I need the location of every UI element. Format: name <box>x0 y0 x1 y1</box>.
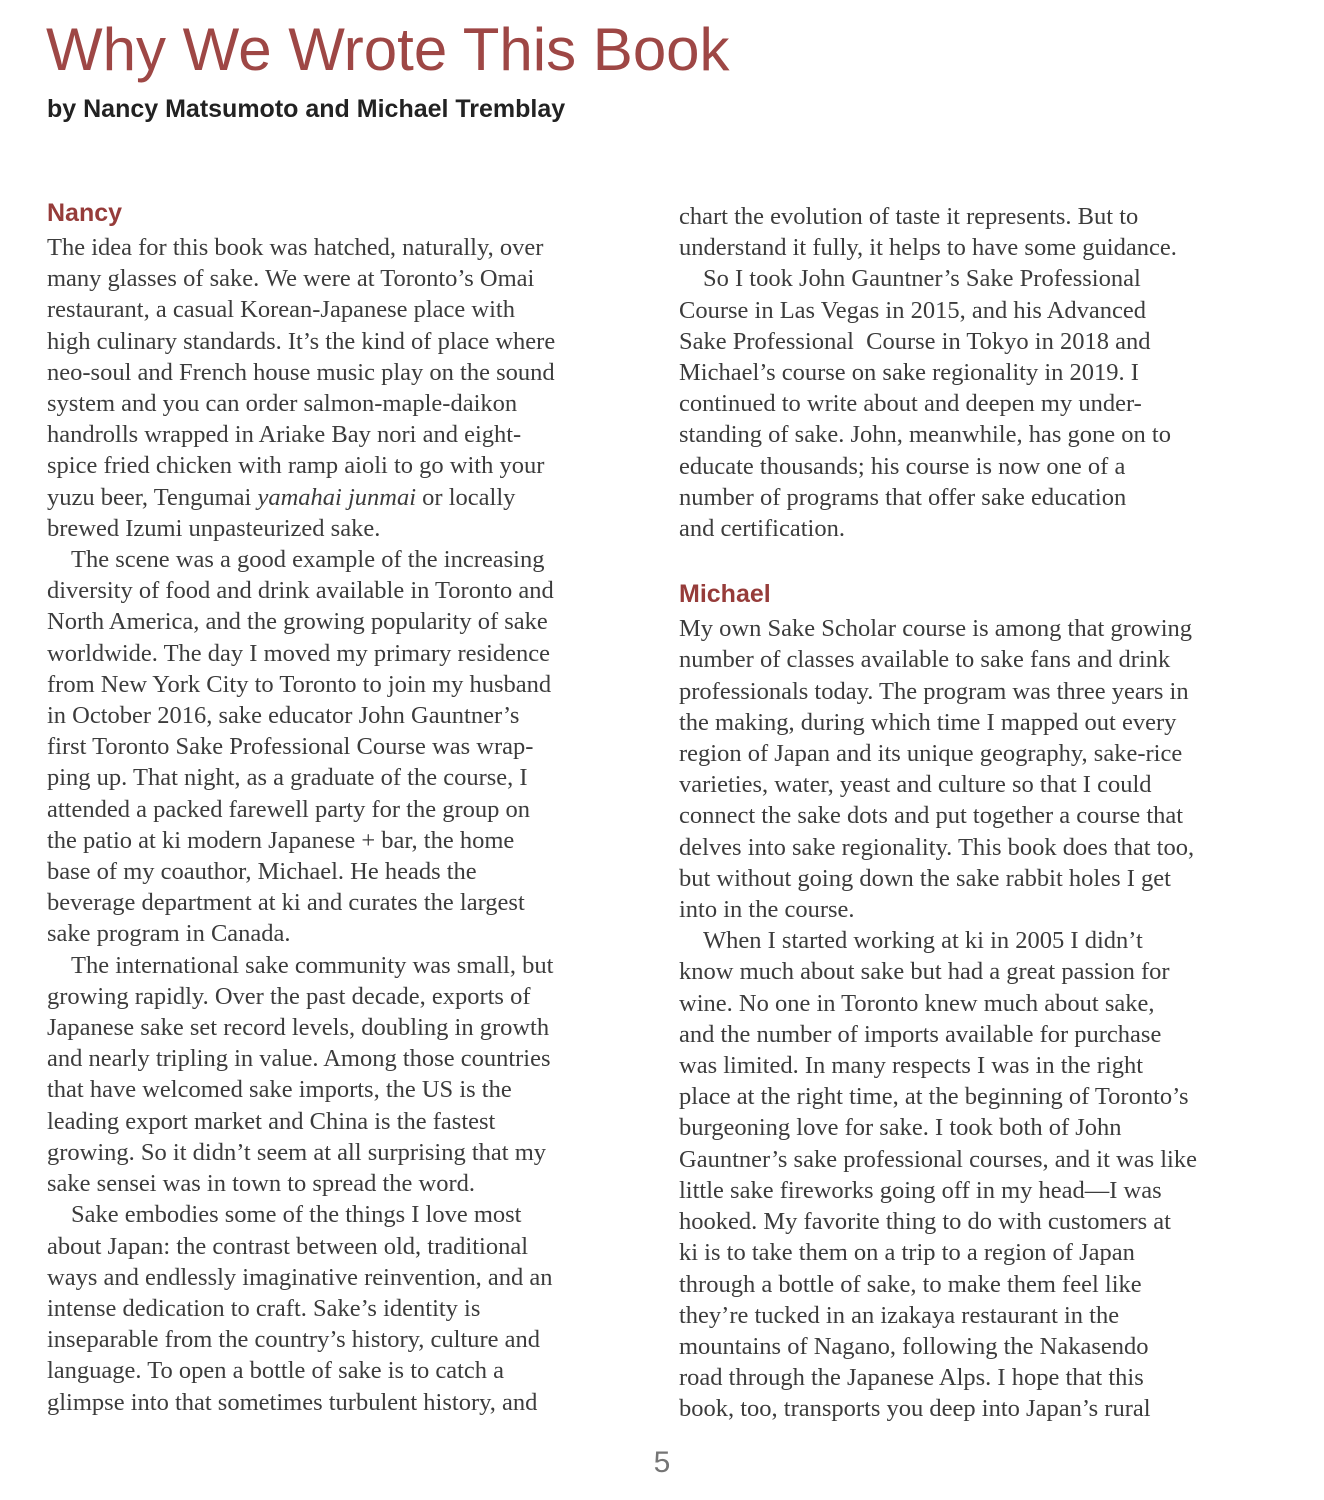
text-line: sake sensei was in town to spread the word. <box>47 1170 475 1198</box>
text-line: language. To open a bottle of sake is to catch a <box>47 1357 505 1385</box>
text-line: and nearly tripling in value. Among those countries <box>47 1045 551 1073</box>
text-line: standing of sake. John, meanwhile, has gone on to <box>679 421 1171 449</box>
text-line: place at the right time, at the beginning of Toronto’s <box>679 1083 1189 1111</box>
text-line: understand it fully, it helps to have some guidance. <box>679 234 1177 262</box>
text-line: neo-soul and French house music play on the sound <box>47 358 555 386</box>
text-line: number of programs that offer sake education <box>679 483 1127 511</box>
text-line: hooked. My favorite thing to do with customers at <box>679 1208 1171 1236</box>
text-line: but without going down the sake rabbit holes I get <box>679 864 1171 892</box>
text-line: burgeoning love for sake. I took both of John <box>679 1114 1122 1142</box>
text-line: connect the sake dots and put together a course that <box>679 802 1184 830</box>
text-line: book, too, transports you deep into Japan’s rural <box>679 1395 1151 1423</box>
text-line: first Toronto Sake Professional Course was wrap- <box>47 733 534 761</box>
section-heading: Michael <box>679 580 771 609</box>
page-number: 5 <box>653 1446 671 1479</box>
text-line: continued to write about and deepen my under- <box>679 390 1142 418</box>
text-line: Gauntner’s sake professional courses, and it was like <box>679 1145 1197 1173</box>
text-line: region of Japan and its unique geography, sake-rice <box>679 740 1183 768</box>
paragraph <box>679 263 1277 544</box>
text-column-right <box>679 197 1277 1425</box>
text-line: number of classes available to sake fans and drink <box>679 646 1171 674</box>
text-line: educate thousands; his course is now one of a <box>679 452 1126 480</box>
text-line: beverage department at ki and curates the largest <box>47 889 525 917</box>
text-line: that have welcomed sake imports, the US is the <box>47 1076 512 1104</box>
paragraph <box>679 613 1277 925</box>
text-line: Japanese sake set record levels, doubling in growth <box>47 1014 550 1042</box>
text-line: glimpse into that sometimes turbulent history, and <box>47 1388 538 1416</box>
text-line: chart the evolution of taste it represents. But to <box>679 203 1139 230</box>
text-line: little sake fireworks going off in my head—I was <box>679 1176 1162 1204</box>
text-line: The scene was a good example of the increasing <box>71 546 545 574</box>
text-line: wine. No one in Toronto knew much about sake, <box>679 989 1155 1017</box>
text-line: Course in Las Vegas in 2015, and his Advanced <box>679 296 1147 324</box>
two-column-text-area <box>47 197 1277 1425</box>
text-line: attended a packed farewell party for the group on <box>47 795 530 823</box>
text-line: Sake embodies some of the things I love most <box>71 1201 522 1229</box>
text-segment: yuzu beer, Tengumai <box>47 483 258 511</box>
text-line: handrolls wrapped in Ariake Bay nori and eight- <box>47 421 522 449</box>
paragraph <box>679 201 1277 263</box>
paragraph <box>47 544 645 950</box>
text-line: through a bottle of sake, to make them feel like <box>679 1270 1142 1298</box>
text-line: growing rapidly. Over the past decade, exports of <box>47 982 531 1010</box>
byline: by Nancy Matsumoto and Michael Tremblay <box>47 95 566 123</box>
text-line: ping up. That night, as a graduate of the course, I <box>47 764 528 792</box>
text-line: professionals today. The program was three years in <box>679 677 1189 705</box>
text-line: delves into sake regionality. This book does that too, <box>679 833 1195 861</box>
text-line: know much about sake but had a great passion for <box>679 958 1170 986</box>
text-line: varieties, water, yeast and culture so that I could <box>679 771 1152 799</box>
text-line: into in the course. <box>679 896 855 924</box>
text-line: sake program in Canada. <box>47 920 291 948</box>
text-line: was limited. In many respects I was in the right <box>679 1052 1144 1080</box>
text-line: about Japan: the contrast between old, traditional <box>47 1232 529 1260</box>
page-title: Why We Wrote This Book <box>46 16 730 83</box>
text-line: When I started working at ki in 2005 I didn’t <box>703 927 1143 955</box>
text-line: system and you can order salmon-maple-daikon <box>47 390 518 418</box>
text-line: ways and endlessly imaginative reinvention, and an <box>47 1263 553 1291</box>
paragraph <box>47 1199 645 1417</box>
text-line: in October 2016, sake educator John Gauntner’s <box>47 702 520 730</box>
paragraph <box>47 232 645 544</box>
text-segment: yamahai junmai <box>257 483 417 511</box>
text-line: restaurant, a casual Korean-Japanese place with <box>47 296 515 324</box>
text-line: Michael’s course on sake regionality in 2019. I <box>679 359 1139 387</box>
text-line: The international sake community was small, but <box>71 951 554 979</box>
text-line: Sake Professional Course in Tokyo in 2018 and <box>679 327 1151 355</box>
paragraph <box>679 925 1277 1424</box>
text-line: inseparable from the country’s history, culture and <box>47 1326 541 1354</box>
text-line: growing. So it didn’t seem at all surprising that my <box>47 1138 547 1166</box>
text-line: spice fried chicken with ramp aioli to go with your <box>47 452 545 480</box>
text-line: The idea for this book was hatched, naturally, over <box>47 234 544 261</box>
text-line: worldwide. The day I moved my primary residence <box>47 639 551 667</box>
text-line <box>47 482 645 513</box>
text-line: North America, and the growing popularity of sake <box>47 608 548 636</box>
text-line: My own Sake Scholar course is among that growing <box>679 615 1193 643</box>
text-line: ki is to take them on a trip to a region of Japan <box>679 1239 1135 1267</box>
text-segment: or locally <box>416 483 516 511</box>
text-line: leading export market and China is the fastest <box>47 1107 496 1135</box>
text-line: high culinary standards. It’s the kind of place where <box>47 327 556 355</box>
text-line: So I took John Gauntner’s Sake Professional <box>703 265 1141 293</box>
paragraph <box>47 950 645 1200</box>
text-line: the making, during which time I mapped out every <box>679 708 1177 736</box>
text-line: many glasses of sake. We were at Toronto’s Omai <box>47 265 535 293</box>
text-line: base of my coauthor, Michael. He heads the <box>47 858 477 886</box>
text-column-left <box>47 197 645 1418</box>
text-line: they’re tucked in an izakaya restaurant in the <box>679 1301 1120 1329</box>
text-line: diversity of food and drink available in Toronto and <box>47 577 554 605</box>
text-line: brewed Izumi unpasteurized sake. <box>47 514 381 542</box>
text-line: and the number of imports available for purchase <box>679 1020 1162 1048</box>
text-line: road through the Japanese Alps. I hope that this <box>679 1364 1144 1392</box>
text-line: and certification. <box>679 515 845 543</box>
text-line: mountains of Nagano, following the Nakasendo <box>679 1332 1149 1360</box>
text-line: the patio at ki modern Japanese + bar, the home <box>47 826 515 854</box>
section-heading: Nancy <box>47 199 123 227</box>
text-line: intense dedication to craft. Sake’s identity is <box>47 1294 481 1322</box>
text-line: from New York City to Toronto to join my husband <box>47 670 552 698</box>
